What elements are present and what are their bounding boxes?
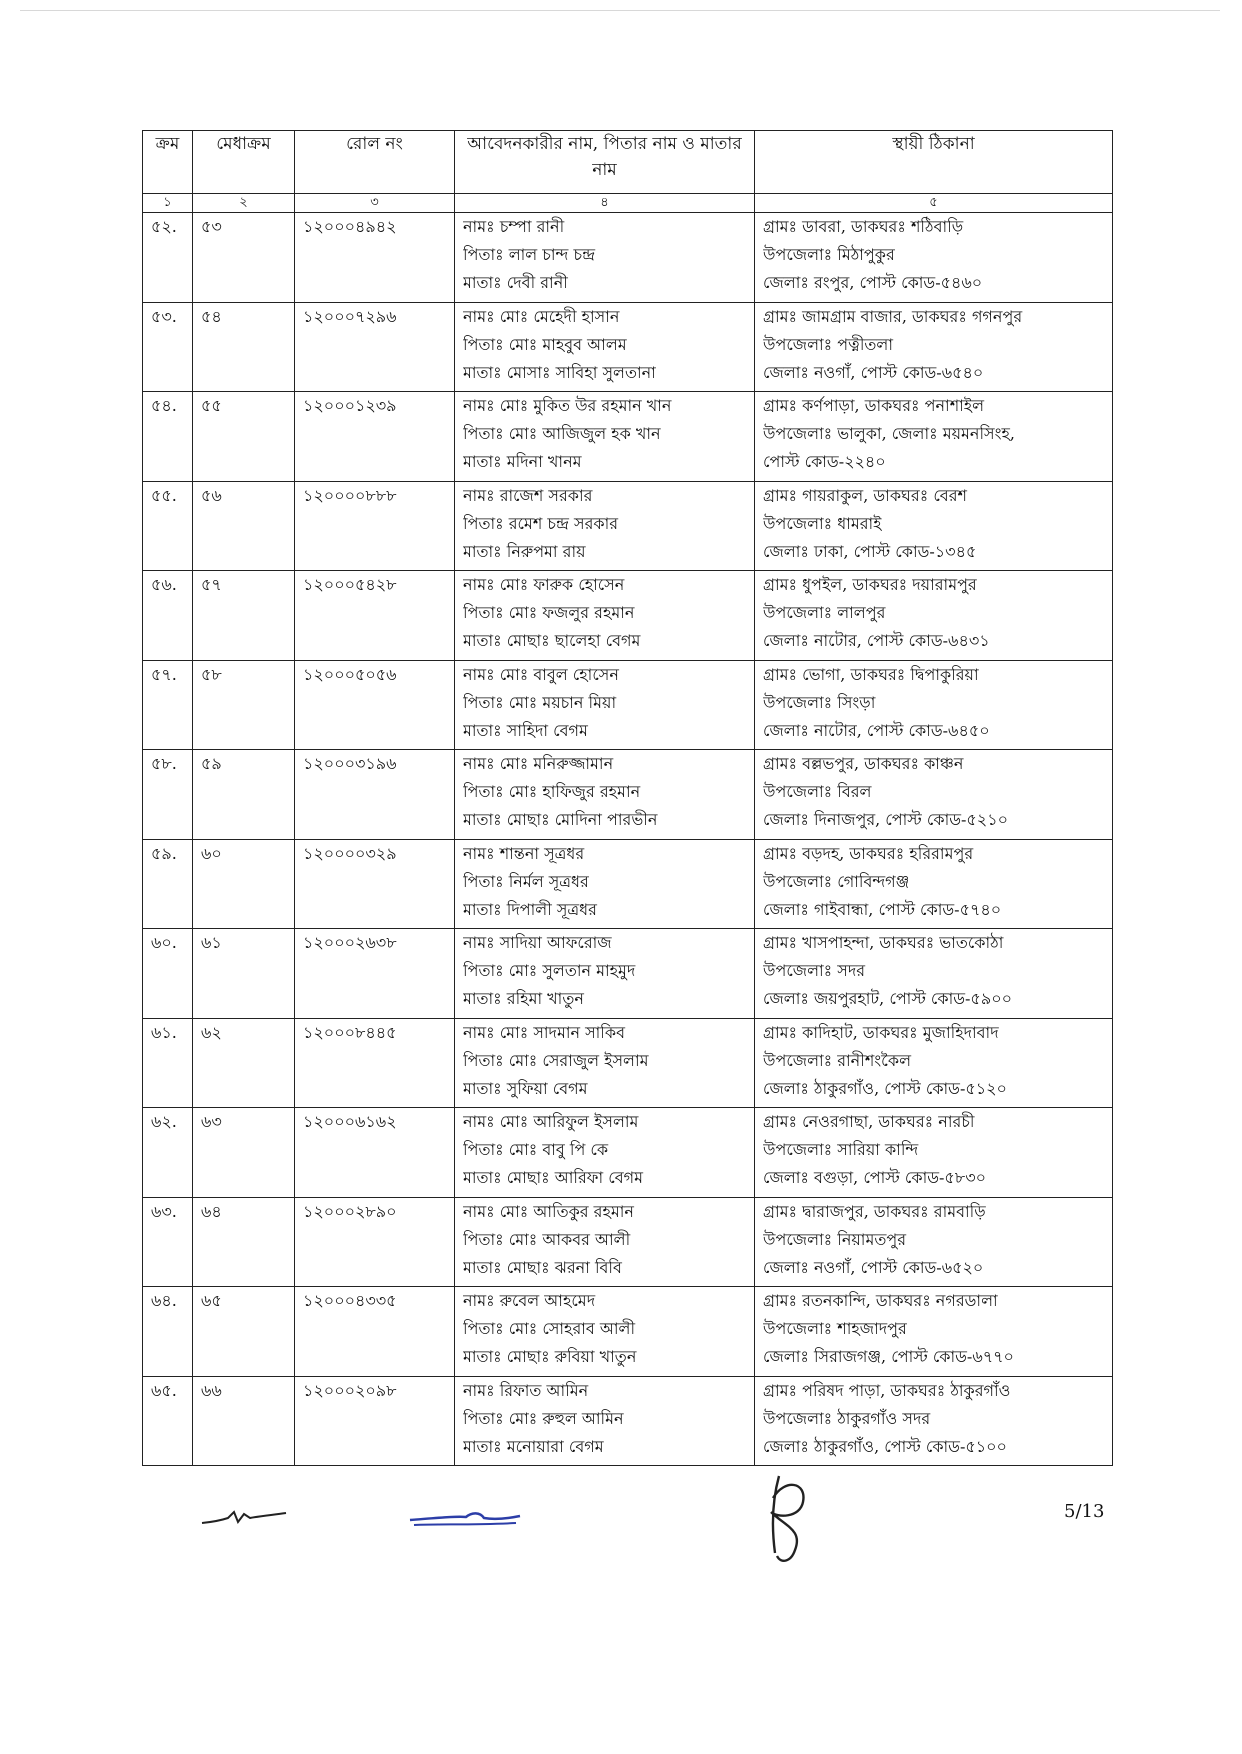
address-cell-addr2: উপজেলাঃ সিংড়া — [763, 692, 876, 712]
col-number: ৫ — [755, 194, 1113, 213]
roll-cell: ১২০০০২০৯৮ — [295, 1376, 455, 1466]
applicant-cell-name: নামঃ শান্তনা সূত্রধর — [463, 843, 585, 863]
applicant-cell — [455, 302, 755, 392]
address-cell-addr1: গ্রামঃ জামগ্রাম বাজার, ডাকঘরঃ গগনপুর — [763, 306, 1023, 326]
table-row — [143, 1287, 1113, 1377]
address-cell-addr3: জেলাঃ ঢাকা, পোস্ট কোড-১৩৪৫ — [763, 541, 977, 561]
col-number: ১ — [143, 194, 193, 213]
address-cell-addr1: গ্রামঃ খাসপাহন্দা, ডাকঘরঃ ভাতকোঠা — [763, 933, 1004, 952]
applicant-cell-father: পিতাঃ মোঃ বাবু পি কে — [463, 1140, 609, 1159]
applicant-cell-name: নামঃ সাদিয়া আফরোজ — [463, 933, 612, 952]
table-row — [143, 839, 1113, 929]
address-cell-addr3: জেলাঃ বগুড়া, পোস্ট কোড-৫৮৩০ — [763, 1168, 986, 1187]
address-cell-addr2: উপজেলাঃ লালপুর — [763, 603, 886, 622]
address-cell-addr3: পোস্ট কোড-২২৪০ — [763, 452, 886, 471]
merit-cell: ৫৫ — [193, 392, 295, 482]
serial-cell: ৫৪. — [143, 392, 193, 482]
roll-cell: ১২০০০০৮৮৮ — [295, 481, 455, 571]
merit-cell: ৬৬ — [193, 1376, 295, 1466]
address-cell-addr3: জেলাঃ দিনাজপুর, পোস্ট কোড-৫২১০ — [763, 810, 1008, 829]
roll-cell: ১২০০০৫০৫৬ — [295, 660, 455, 750]
signature-3 — [745, 1468, 825, 1578]
table-row — [143, 1018, 1113, 1108]
col-number: ৪ — [455, 194, 755, 213]
applicant-cell-name: নামঃ মোঃ সাদমান সাকিব — [463, 1022, 625, 1042]
applicant-cell — [455, 1018, 755, 1108]
applicant-cell — [455, 1108, 755, 1198]
applicant-cell-father: পিতাঃ মোঃ রুহুল আমিন — [463, 1408, 624, 1428]
address-cell-addr2: উপজেলাঃ বিরল — [763, 782, 872, 801]
applicant-cell-name: নামঃ মোঃ আতিকুর রহমান — [463, 1201, 634, 1221]
serial-cell: ৬২. — [143, 1108, 193, 1198]
applicant-cell-name: নামঃ রাজেশ সরকার — [463, 485, 593, 505]
applicant-cell-name: নামঃ রুবেল আহমেদ — [463, 1291, 596, 1310]
address-cell — [755, 213, 1113, 303]
merit-cell: ৫৭ — [193, 571, 295, 661]
address-cell — [755, 1287, 1113, 1377]
signature-1 — [200, 1478, 300, 1558]
merit-cell: ৫৯ — [193, 750, 295, 840]
applicant-cell — [455, 481, 755, 571]
address-cell-addr1: গ্রামঃ ডাবরা, ডাকঘরঃ শঠিবাড়ি — [763, 217, 964, 236]
col-serial-header: ক্রম — [143, 131, 193, 194]
address-cell-addr2: উপজেলাঃ নিয়ামতপুর — [763, 1229, 906, 1249]
table-row — [143, 1197, 1113, 1287]
merit-cell: ৬৫ — [193, 1287, 295, 1377]
address-cell-addr3: জেলাঃ ঠাকুরগাঁও, পোস্ট কোড-৫১০০ — [763, 1436, 1007, 1456]
address-cell — [755, 571, 1113, 661]
address-cell-addr1: গ্রামঃ নেওরগাছা, ডাকঘরঃ নারচী — [763, 1112, 975, 1131]
applicant-cell — [455, 571, 755, 661]
table-row — [143, 750, 1113, 840]
roll-cell: ১২০০০৪৯৪২ — [295, 213, 455, 303]
serial-cell: ৬০. — [143, 929, 193, 1019]
address-cell-addr2: উপজেলাঃ ঠাকুরগাঁও সদর — [763, 1408, 931, 1428]
col-merit-header: মেধাক্রম — [193, 131, 295, 194]
address-cell — [755, 929, 1113, 1019]
serial-cell: ৬১. — [143, 1018, 193, 1108]
merit-cell: ৫৮ — [193, 660, 295, 750]
applicant-cell-father: পিতাঃ লাল চান্দ চন্দ্র — [463, 245, 596, 264]
serial-cell: ৫৭. — [143, 660, 193, 750]
serial-cell: ৬৫. — [143, 1376, 193, 1466]
applicant-table — [142, 130, 1113, 1466]
roll-cell: ১২০০০৬১৬২ — [295, 1108, 455, 1198]
applicant-cell-mother: মাতাঃ মদিনা খানম — [463, 452, 582, 471]
applicant-cell-mother: মাতাঃ রহিমা খাতুন — [463, 989, 584, 1008]
merit-cell: ৫৪ — [193, 302, 295, 392]
address-cell — [755, 481, 1113, 571]
merit-cell: ৬৪ — [193, 1197, 295, 1287]
table-row — [143, 571, 1113, 661]
roll-cell: ১২০০০৭২৯৬ — [295, 302, 455, 392]
address-cell — [755, 660, 1113, 750]
merit-cell: ৫৩ — [193, 213, 295, 303]
scan-edge-line — [20, 10, 1220, 11]
applicant-cell — [455, 660, 755, 750]
merit-cell: ৬০ — [193, 839, 295, 929]
applicant-cell-mother: মাতাঃ মোছাঃ ঝরনা বিবি — [463, 1257, 622, 1277]
address-cell — [755, 1197, 1113, 1287]
applicant-cell-mother: মাতাঃ দেবী রানী — [463, 273, 568, 292]
applicant-cell-father: পিতাঃ মোঃ মাহবুব আলম — [463, 334, 627, 354]
applicant-cell-name: নামঃ মোঃ বাবুল হোসেন — [463, 664, 619, 684]
address-cell-addr3: জেলাঃ সিরাজগঞ্জ, পোস্ট কোড-৬৭৭০ — [763, 1347, 1014, 1366]
header-row — [143, 131, 1113, 194]
applicant-cell-name: নামঃ মোঃ ফারুক হোসেন — [463, 575, 625, 594]
applicant-cell — [455, 1376, 755, 1466]
address-cell — [755, 1018, 1113, 1108]
col-number: ২ — [193, 194, 295, 213]
serial-cell: ৬৩. — [143, 1197, 193, 1287]
applicant-cell-mother: মাতাঃ মনোয়ারা বেগম — [463, 1436, 604, 1456]
address-cell-addr3: জেলাঃ রংপুর, পোস্ট কোড-৫৪৬০ — [763, 273, 983, 292]
roll-cell: ১২০০০১২৩৯ — [295, 392, 455, 482]
address-cell-addr3: জেলাঃ নাটোর, পোস্ট কোড-৬৪৫০ — [763, 720, 990, 740]
applicant-cell-name: নামঃ মোঃ আরিফুল ইসলাম — [463, 1112, 639, 1131]
address-cell-addr3: জেলাঃ নওগাঁ, পোস্ট কোড-৬৫৪০ — [763, 362, 984, 382]
address-cell-addr1: গ্রামঃ কাদিহাট, ডাকঘরঃ মুজাহিদাবাদ — [763, 1022, 999, 1042]
merit-cell: ৬১ — [193, 929, 295, 1019]
applicant-cell-mother: মাতাঃ দিপালী সূত্রধর — [463, 899, 597, 919]
address-cell-addr3: জেলাঃ জয়পুরহাট, পোস্ট কোড-৫৯০০ — [763, 989, 1013, 1008]
applicant-cell — [455, 1197, 755, 1287]
applicant-cell-father: পিতাঃ মোঃ আজিজুল হক খান — [463, 424, 661, 443]
applicant-cell — [455, 213, 755, 303]
column-number-row — [143, 194, 1113, 213]
address-cell — [755, 750, 1113, 840]
applicant-cell-name: নামঃ মোঃ মুকিত উর রহমান খান — [463, 396, 672, 415]
applicant-cell-mother: মাতাঃ নিরুপমা রায় — [463, 541, 586, 561]
address-cell-addr2: উপজেলাঃ গোবিন্দগঞ্জ — [763, 871, 910, 891]
applicant-cell-mother: মাতাঃ মোছাঃ আরিফা বেগম — [463, 1168, 643, 1187]
serial-cell: ৫৩. — [143, 302, 193, 392]
address-cell-addr1: গ্রামঃ পরিষদ পাড়া, ডাকঘরঃ ঠাকুরগাঁও — [763, 1380, 1011, 1400]
applicant-cell-mother: মাতাঃ মোছাঃ রুবিয়া খাতুন — [463, 1347, 637, 1366]
roll-cell: ১২০০০৮৪৪৫ — [295, 1018, 455, 1108]
applicant-cell-name: নামঃ মোঃ মেহেদী হাসান — [463, 306, 620, 326]
signature-2 — [406, 1478, 526, 1558]
address-cell-addr3: জেলাঃ গাইবান্ধা, পোস্ট কোড-৫৭৪০ — [763, 899, 1002, 919]
serial-cell: ৬৪. — [143, 1287, 193, 1377]
roll-cell: ১২০০০৪৩৩৫ — [295, 1287, 455, 1377]
roll-cell: ১২০০০২৮৯০ — [295, 1197, 455, 1287]
table-row — [143, 392, 1113, 482]
merit-cell: ৫৬ — [193, 481, 295, 571]
table-row — [143, 660, 1113, 750]
applicant-cell — [455, 1287, 755, 1377]
address-cell — [755, 839, 1113, 929]
address-cell-addr2: উপজেলাঃ ভালুকা, জেলাঃ ময়মনসিংহ, — [763, 424, 1015, 443]
col-address-header: স্থায়ী ঠিকানা — [755, 131, 1113, 194]
merit-cell: ৬৩ — [193, 1108, 295, 1198]
serial-cell: ৫৫. — [143, 481, 193, 571]
table-row — [143, 929, 1113, 1019]
applicant-cell-name: নামঃ চম্পা রানী — [463, 217, 565, 236]
roll-cell: ১২০০০০৩২৯ — [295, 839, 455, 929]
address-cell — [755, 392, 1113, 482]
roll-cell: ১২০০০৩১৯৬ — [295, 750, 455, 840]
page-number: 5/13 — [1064, 1501, 1105, 1522]
col-name-header: আবেদনকারীর নাম, পিতার নাম ও মাতার নাম — [455, 131, 755, 194]
applicant-cell-mother: মাতাঃ মোসাঃ সাবিহা সুলতানা — [463, 362, 656, 382]
address-cell-addr1: গ্রামঃ দ্বারাজপুর, ডাকঘরঃ রামবাড়ি — [763, 1201, 986, 1221]
applicant-cell-father: পিতাঃ মোঃ সোহরাব আলী — [463, 1319, 636, 1338]
address-cell-addr3: জেলাঃ ঠাকুরগাঁও, পোস্ট কোড-৫১২০ — [763, 1078, 1007, 1098]
applicant-cell-father: পিতাঃ মোঃ হাফিজুর রহমান — [463, 782, 641, 801]
roll-cell: ১২০০০৫৪২৮ — [295, 571, 455, 661]
address-cell-addr2: উপজেলাঃ সারিয়া কান্দি — [763, 1140, 919, 1159]
serial-cell: ৫৬. — [143, 571, 193, 661]
applicant-cell-mother: মাতাঃ মোছাঃ ছালেহা বেগম — [463, 631, 641, 650]
table-row — [143, 213, 1113, 303]
roll-cell: ১২০০০২৬৩৮ — [295, 929, 455, 1019]
address-cell-addr1: গ্রামঃ ধুপইল, ডাকঘরঃ দয়ারামপুর — [763, 575, 977, 594]
address-cell-addr2: উপজেলাঃ ধামরাই — [763, 513, 882, 533]
table-row — [143, 1376, 1113, 1466]
address-cell — [755, 1108, 1113, 1198]
applicant-cell-mother: মাতাঃ সুফিয়া বেগম — [463, 1078, 588, 1098]
applicant-cell-name: নামঃ মোঃ মনিরুজ্জামান — [463, 754, 614, 773]
applicant-cell — [455, 839, 755, 929]
address-cell-addr2: উপজেলাঃ শাহজাদপুর — [763, 1319, 907, 1338]
serial-cell: ৫৯. — [143, 839, 193, 929]
applicant-cell — [455, 929, 755, 1019]
applicant-cell-father: পিতাঃ মোঃ আকবর আলী — [463, 1229, 631, 1249]
address-cell-addr1: গ্রামঃ বল্লভপুর, ডাকঘরঃ কাঞ্চন — [763, 754, 964, 773]
address-cell-addr2: উপজেলাঃ মিঠাপুকুর — [763, 245, 895, 264]
address-cell-addr1: গ্রামঃ কর্ণপাড়া, ডাকঘরঃ পনাশাইল — [763, 396, 985, 415]
applicant-cell-father: পিতাঃ মোঃ ফজলুর রহমান — [463, 603, 635, 622]
address-cell — [755, 1376, 1113, 1466]
applicant-cell-father: পিতাঃ নির্মল সূত্রধর — [463, 871, 589, 891]
applicant-cell-father: পিতাঃ মোঃ সেরাজুল ইসলাম — [463, 1050, 649, 1070]
applicant-cell-mother: মাতাঃ মোছাঃ মোদিনা পারভীন — [463, 810, 658, 829]
merit-cell: ৬২ — [193, 1018, 295, 1108]
table-row — [143, 481, 1113, 571]
applicant-cell-father: পিতাঃ মোঃ সুলতান মাহমুদ — [463, 961, 636, 980]
address-cell-addr2: উপজেলাঃ রানীশংকৈল — [763, 1050, 912, 1070]
applicant-cell — [455, 750, 755, 840]
table-row — [143, 302, 1113, 392]
address-cell-addr1: গ্রামঃ বড়দহ, ডাকঘরঃ হরিরামপুর — [763, 843, 974, 863]
applicant-cell-father: পিতাঃ মোঃ ময়চান মিয়া — [463, 692, 617, 712]
applicant-cell — [455, 392, 755, 482]
applicant-cell-father: পিতাঃ রমেশ চন্দ্র সরকার — [463, 513, 619, 533]
address-cell-addr3: জেলাঃ নাটোর, পোস্ট কোড-৬৪৩১ — [763, 631, 990, 650]
address-cell-addr2: উপজেলাঃ সদর — [763, 961, 866, 980]
col-number: ৩ — [295, 194, 455, 213]
address-cell — [755, 302, 1113, 392]
address-cell-addr1: গ্রামঃ রতনকান্দি, ডাকঘরঃ নগরডালা — [763, 1291, 998, 1310]
serial-cell: ৫২. — [143, 213, 193, 303]
table-row — [143, 1108, 1113, 1198]
applicant-cell-name: নামঃ রিফাত আমিন — [463, 1380, 589, 1400]
applicant-cell-mother: মাতাঃ সাহিদা বেগম — [463, 720, 588, 740]
col-roll-header: রোল নং — [295, 131, 455, 194]
address-cell-addr2: উপজেলাঃ পত্নীতলা — [763, 334, 893, 354]
address-cell-addr3: জেলাঃ নওগাঁ, পোস্ট কোড-৬৫২০ — [763, 1257, 984, 1277]
address-cell-addr1: গ্রামঃ গায়রাকুল, ডাকঘরঃ বেরশ — [763, 485, 967, 505]
serial-cell: ৫৮. — [143, 750, 193, 840]
address-cell-addr1: গ্রামঃ ভোগা, ডাকঘরঃ দ্বিপাকুরিয়া — [763, 664, 979, 684]
